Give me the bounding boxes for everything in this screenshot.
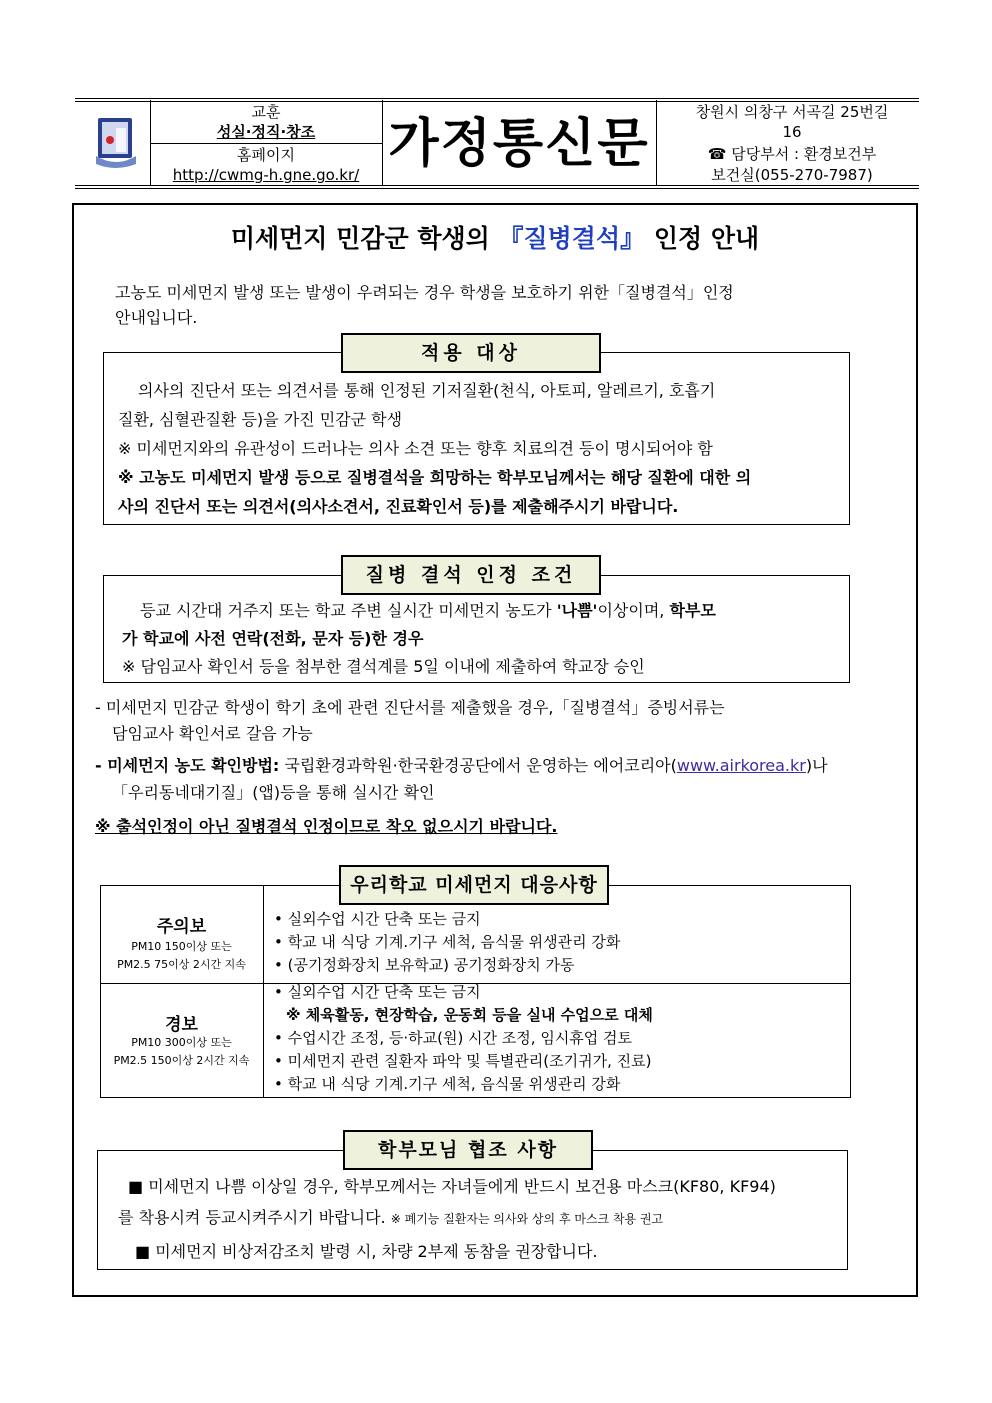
note-2-line-2: 「우리동네대기질」(앱)등을 통해 실시간 확인 bbox=[112, 783, 435, 802]
target-tag: 적용 대상 bbox=[341, 333, 601, 373]
attendance-warning: ※ 출석인정이 아닌 질병결석 인정이므로 착오 없으시기 바랍니다. bbox=[95, 817, 558, 836]
conditions-text-a: 등교 시간대 거주지 또는 학교 주변 실시간 미세먼지 농도가 bbox=[140, 601, 552, 620]
conditions-line-2: 가 학교에 사전 연락(전화, 문자 등)한 경우 bbox=[122, 629, 424, 648]
header-bottom-rule-2 bbox=[75, 188, 919, 189]
parents-line-3: ■ 미세먼지 비상저감조치 발령 시, 차량 2부제 동참을 권장합니다. bbox=[135, 1242, 598, 1261]
conditions-text-d: 학부모 bbox=[669, 601, 716, 620]
advisory-item: • 학교 내 식당 기계.기구 세척, 음식물 위생관리 강화 bbox=[274, 933, 621, 951]
warning-item: ※ 체육활동, 현장학습, 운동회 등을 실내 수업으로 대체 bbox=[286, 1006, 653, 1024]
warning-item: • 수업시간 조정, 등·하교(원) 시간 조정, 임시휴업 검토 bbox=[274, 1029, 633, 1047]
school-motto: 성실·정직·창조 bbox=[216, 123, 316, 141]
newsletter-title: 가정통신문 bbox=[388, 114, 650, 174]
phone-number: 보건실(055-270-7987) bbox=[711, 166, 873, 184]
conditions-line-1 bbox=[140, 596, 716, 625]
warning-item: • 실외수업 시간 단축 또는 금지 bbox=[274, 983, 481, 1001]
parents-line-2-note: ※ 폐기능 질환자는 의사와 상의 후 마스크 착용 권고 bbox=[390, 1212, 664, 1226]
warning-criterion-2: PM2.5 150이상 2시간 지속 bbox=[113, 1054, 250, 1067]
parents-line-1: ■ 미세먼지 나쁨 이상일 경우, 학부모께서는 자녀들에게 반드시 보건용 마스크(KF80, KF94) bbox=[128, 1177, 776, 1196]
homepage-label: 홈페이지 bbox=[237, 146, 295, 164]
title-prefix: 미세먼지 민감군 학생의 bbox=[230, 224, 490, 253]
parents-tag: 학부모님 협조 사항 bbox=[343, 1130, 593, 1170]
school-address: 창원시 의창구 서곡길 25번길 bbox=[695, 103, 889, 121]
note-1-line-1: - 미세먼지 민감군 학생이 학기 초에 관련 진단서를 제출했을 경우,「질병결석」증빙서류는 bbox=[95, 698, 725, 717]
target-line-5: 사의 진단서 또는 의견서(의사소견서, 진료확인서 등)를 제출해주시기 바랍니다. bbox=[118, 497, 679, 516]
motto-label: 교훈 bbox=[251, 103, 281, 121]
parents-line-2-text: 를 착용시켜 등교시켜주시기 바랍니다. bbox=[118, 1208, 386, 1227]
intro-line-1: 고농도 미세먼지 발생 또는 발생이 우려되는 경우 학생을 보호하기 위한「질병결석」인정 bbox=[115, 283, 734, 302]
note-2-end: )나 bbox=[805, 756, 828, 775]
warning-level-name: 경보 bbox=[165, 1015, 198, 1035]
note-2-line-1 bbox=[95, 751, 828, 780]
response-table-col-divider bbox=[263, 885, 264, 1098]
note-2-text: 국립환경과학원·한국환경공단에서 운영하는 에어코리아( bbox=[284, 756, 677, 775]
homepage-link[interactable]: http://cwmg-h.gne.go.kr/ bbox=[172, 166, 360, 184]
conditions-line-3: ※ 담임교사 확인서 등을 첨부한 결석계를 5일 이내에 제출하여 학교장 승인 bbox=[122, 657, 645, 676]
advisory-criterion-2: PM2.5 75이상 2시간 지속 bbox=[117, 958, 246, 971]
title-suffix: 인정 안내 bbox=[653, 224, 760, 253]
note-1-line-2: 담임교사 확인서로 갈음 가능 bbox=[112, 724, 313, 743]
conditions-tag: 질병 결석 인정 조건 bbox=[341, 555, 601, 595]
parents-line-2 bbox=[118, 1203, 663, 1234]
note-2-label: - 미세먼지 농도 확인방법: bbox=[95, 756, 280, 775]
warning-item: • 학교 내 식당 기계.기구 세척, 음식물 위생관리 강화 bbox=[274, 1075, 621, 1093]
intro-line-2: 안내입니다. bbox=[115, 308, 198, 327]
target-line-3: ※ 미세먼지와의 유관성이 드러나는 의사 소견 또는 향후 치료의견 등이 명시되어야 함 bbox=[118, 439, 713, 458]
advisory-item: • 실외수업 시간 단축 또는 금지 bbox=[274, 910, 481, 928]
target-line-4: ※ 고농도 미세먼지 발생 등으로 질병결석을 희망하는 학부모님께서는 해당 질환에 대한 의 bbox=[118, 468, 752, 487]
header-cell-rule bbox=[150, 143, 382, 144]
target-line-1: 의사의 진단서 또는 의견서를 통해 인정된 기저질환(천식, 아토피, 알레르기, 호흡기 bbox=[138, 381, 716, 400]
title-highlight: 『질병결석』 bbox=[498, 224, 646, 253]
school-logo-icon bbox=[92, 116, 140, 168]
department: ☎ 담당부서 : 환경보건부 bbox=[707, 145, 877, 163]
warning-criterion-1: PM10 300이상 또는 bbox=[131, 1036, 232, 1049]
airkorea-link[interactable]: www.airkorea.kr bbox=[676, 756, 806, 775]
header-divider bbox=[656, 100, 657, 186]
conditions-text-bad: '나쁨' bbox=[556, 601, 598, 620]
response-tag: 우리학교 미세먼지 대응사항 bbox=[339, 865, 609, 905]
advisory-level-name: 주의보 bbox=[156, 917, 207, 937]
advisory-item: • (공기정화장치 보유학교) 공기정화장치 가동 bbox=[274, 956, 575, 974]
warning-item: • 미세먼지 관련 질환자 파악 및 특별관리(조기귀가, 진료) bbox=[274, 1052, 652, 1070]
notice-title bbox=[72, 222, 918, 256]
header-top-rule bbox=[75, 98, 919, 99]
conditions-text-c: 이상이며, bbox=[597, 601, 665, 620]
advisory-criterion-1: PM10 150이상 또는 bbox=[131, 940, 232, 953]
target-line-2: 질환, 심혈관질환 등)을 가진 민감군 학생 bbox=[118, 410, 403, 429]
school-address-2: 16 bbox=[782, 123, 802, 141]
